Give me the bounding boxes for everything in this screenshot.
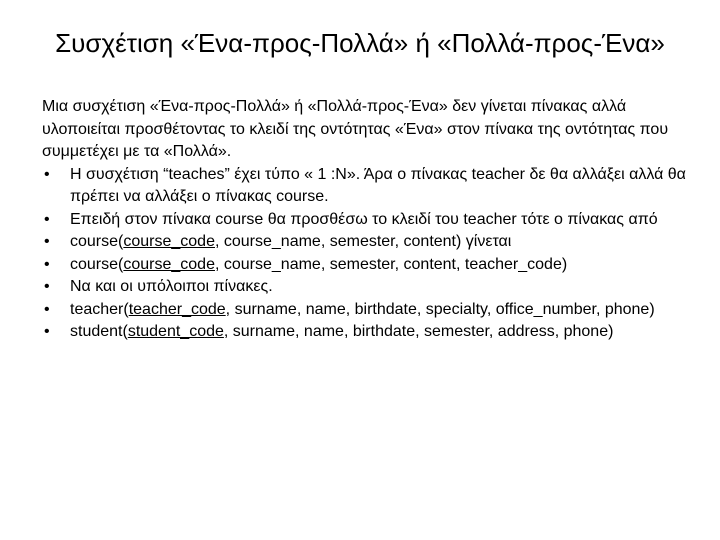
- list-item: [42, 164, 702, 209]
- bullet-icon: •: [44, 210, 50, 228]
- bullet-icon: •: [44, 323, 50, 340]
- list-item: [42, 276, 702, 299]
- bullet-icon: •: [44, 255, 50, 273]
- schema-suffix: , course_name, semester, content, teacher_code): [214, 255, 568, 273]
- bullet-icon: •: [44, 165, 50, 183]
- list-item: [42, 299, 702, 322]
- primary-key: course_code: [123, 255, 215, 273]
- primary-key: course_code: [123, 233, 215, 250]
- bullet-icon: •: [44, 233, 50, 250]
- bullet-icon: •: [44, 300, 50, 318]
- list-item-text: Επειδή στον πίνακα course θα προσθέσω το κλειδί του teacher τότε ο πίνακας από: [70, 210, 658, 228]
- primary-key: teacher_code: [128, 300, 226, 318]
- slide-title: Συσχέτιση «Ένα-προς-Πολλά» ή «Πολλά-προς-Ένα»: [55, 28, 665, 58]
- schema-prefix: teacher(: [70, 300, 129, 318]
- list-item-text: Η συσχέτιση “teaches” έχει τύπο « 1 :Ν». Άρα ο πίνακας teacher δε θα αλλάξει αλλά θα πρέπει να αλλάξει ο πίνακας course.: [70, 165, 686, 205]
- list-item: [42, 231, 702, 254]
- intro-paragraph: Μια συσχέτιση «Ένα-προς-Πολλά» ή «Πολλά-προς-Ένα» δεν γίνεται πίνακας αλλά υλοποιείται προσθέτοντας το κλειδί της οντότητας «Ένα» στον πίνακα της οντότητας που συμμετέχει με τα «Πολλά».: [42, 98, 669, 160]
- list-item: [42, 321, 702, 344]
- schema-prefix: student(: [70, 323, 128, 340]
- list-item: [42, 254, 702, 277]
- slide-body: [42, 96, 702, 344]
- schema-suffix: , surname, name, birthdate, semester, address, phone): [223, 323, 614, 340]
- schema-suffix: , surname, name, birthdate, specialty, office_number, phone): [225, 300, 655, 318]
- bullet-list: [42, 164, 702, 344]
- list-item: [42, 209, 702, 232]
- schema-suffix: , course_name, semester, content) γίνεται: [214, 233, 512, 250]
- bullet-icon: •: [44, 278, 50, 295]
- primary-key: student_code: [127, 323, 224, 340]
- schema-prefix: course(: [70, 233, 124, 250]
- schema-prefix: course(: [70, 255, 124, 273]
- list-item-text: Να και οι υπόλοιποι πίνακες.: [70, 278, 273, 295]
